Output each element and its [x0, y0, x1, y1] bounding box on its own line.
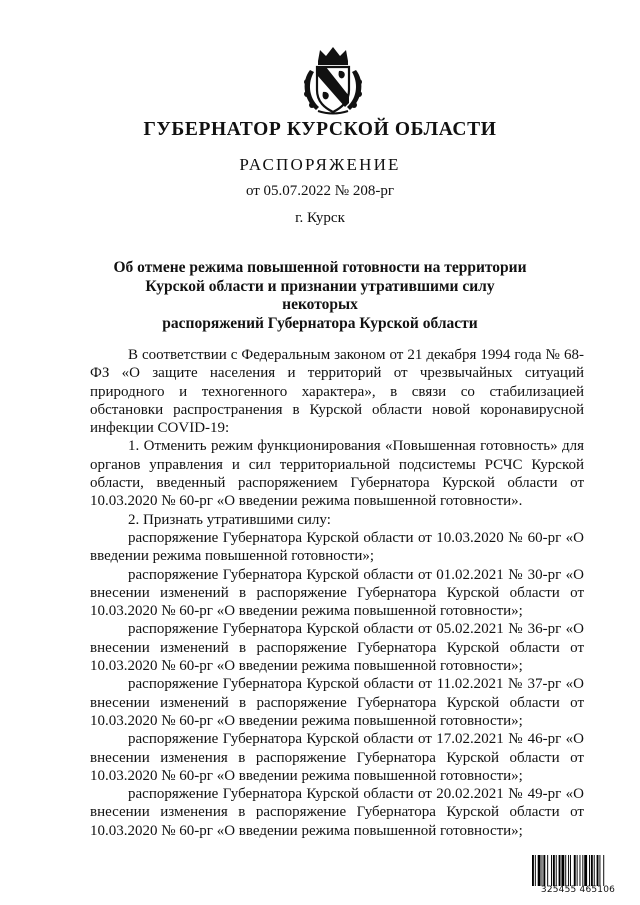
- body-paragraph-item-1: 1. Отменить режим функционирования «Повышенная готовность» для органов управления и сил территориальной подсистемы РСЧС Курской области, введенный распоряжением Губернатора Курской области от 10.03.2020 № 60-рг «О введении режима повышенной готовности».: [90, 438, 584, 510]
- document-subject: [110, 259, 530, 333]
- document-type: РАСПОРЯЖЕНИЕ: [239, 155, 401, 174]
- document-body: [90, 346, 584, 840]
- body-paragraph-preamble: В соответствии с Федеральным законом от 21 декабря 1994 года № 68-ФЗ «О защите населения и территорий от чрезвычайных ситуаций природного и техногенного характера», в связи со стабилизацией обстановки распространения в Курской области новой коронавирусной инфекции COVID-19:: [90, 347, 584, 437]
- repealed-order-item: распоряжение Губернатора Курской области от 01.02.2021 № 30-рг «О внесении изменений в распоряжение Губернатора Курской области от 10.03.2020 № 60-рг «О введении режима повышенной готовности»;: [90, 566, 584, 620]
- repealed-order-item: распоряжение Губернатора Курской области от 20.02.2021 № 49-рг «О внесении изменения в распоряжение Губернатора Курской области от 10.03.2020 № 60-рг «О введении режима повышенной готовности»;: [90, 786, 584, 839]
- repealed-order-item: распоряжение Губернатора Курской области от 10.03.2020 № 60-рг «О введении режима повышенной готовности»;: [90, 529, 584, 565]
- subject-line: Курской области и признании утратившими силу некоторых: [145, 277, 495, 313]
- repealed-order-item: распоряжение Губернатора Курской области от 11.02.2021 № 37-рг «О внесении изменений в распоряжение Губернатора Курской области от 10.03.2020 № 60-рг «О введении режима повышенной готовности»;: [90, 676, 584, 729]
- repealed-order-item: распоряжение Губернатора Курской области от 17.02.2021 № 46-рг «О внесении изменения в распоряжение Губернатора Курской области от 10.03.2020 № 60-рг «О введении режима повышенной готовности»;: [90, 731, 584, 784]
- subject-line: распоряжений Губернатора Курской области: [162, 314, 478, 332]
- barcode-number: 325455 465106: [540, 885, 616, 895]
- document-date-number: от 05.07.2022 № 208-рг: [245, 183, 395, 199]
- document-city: г. Курск: [295, 210, 345, 226]
- body-paragraph-item-2: 2. Признать утратившими силу:: [128, 511, 331, 528]
- organization-title: ГУБЕРНАТОР КУРСКОЙ ОБЛАСТИ: [143, 119, 497, 140]
- subject-line: Об отмене режима повышенной готовности на территории: [113, 259, 527, 276]
- coat-of-arms-icon: [296, 44, 370, 118]
- repealed-order-item: распоряжение Губернатора Курской области от 05.02.2021 № 36-рг «О внесении изменений в распоряжение Губернатора Курской области от 10.03.2020 № 60-рг «О введении режима повышенной готовности»;: [90, 621, 584, 675]
- barcode-icon: [532, 855, 624, 886]
- document-barcode: [532, 855, 624, 897]
